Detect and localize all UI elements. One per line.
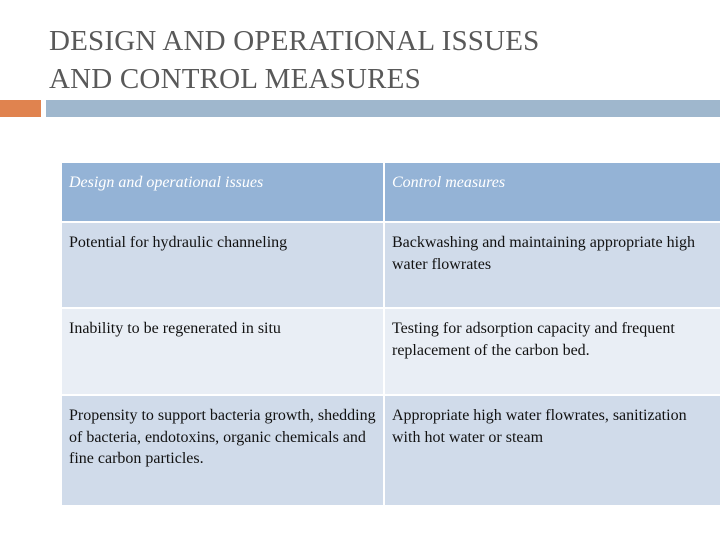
table-header-row — [61, 162, 720, 222]
control-cell: Appropriate high water flowrates, sanitization with hot water or steam — [384, 395, 720, 506]
table-row — [61, 222, 720, 308]
issue-cell: Propensity to support bacteria growth, shedding of bacteria, endotoxins, organic chemicals and fine carbon particles. — [61, 395, 384, 506]
accent-bar-blue — [46, 100, 720, 117]
table-row — [61, 395, 720, 506]
issue-cell: Potential for hydraulic channeling — [61, 222, 384, 308]
issue-cell: Inability to be regenerated in situ — [61, 308, 384, 395]
control-cell: Backwashing and maintaining appropriate high water flowrates — [384, 222, 720, 308]
header-issues: Design and operational issues — [61, 162, 384, 222]
slide-title: DESIGN AND OPERATIONAL ISSUES AND CONTROL MEASURES — [49, 25, 540, 95]
control-cell: Testing for adsorption capacity and frequent replacement of the carbon bed. — [384, 308, 720, 395]
accent-bar-orange — [0, 100, 41, 117]
issues-table — [60, 161, 720, 507]
table-row — [61, 308, 720, 395]
header-controls: Control measures — [384, 162, 720, 222]
